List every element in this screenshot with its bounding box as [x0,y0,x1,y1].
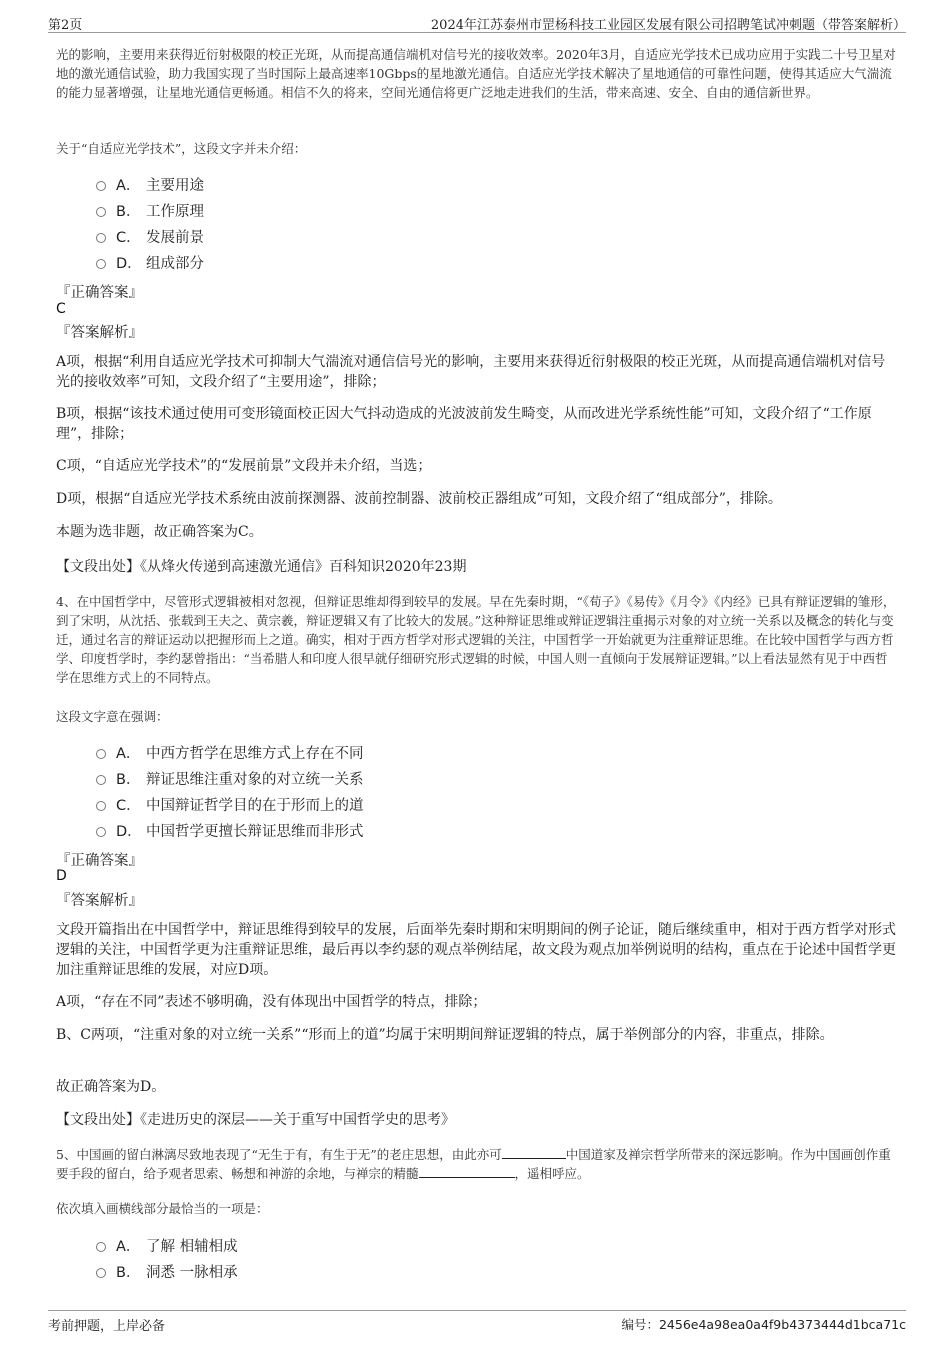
q4-conclusion: 故正确答案为D。 [56,1079,166,1095]
radio-icon[interactable] [96,1268,106,1278]
page-footer [48,1310,906,1335]
q3-option-a[interactable]: A． 主要用途 [96,174,204,194]
q4-option-b[interactable]: B． 辩证思维注重对象的对立统一关系 [96,768,364,788]
q3-answer-label: 『正确答案』 [56,285,143,301]
q4-answer-label: 『正确答案』 [56,853,143,869]
q4-passage: 4、在中国哲学中，尽管形式逻辑被相对忽视，但辩证思维却得到较早的发展。早在先秦时期，“《荀子》《易传》《月令》《内经》已具有辩证逻辑的雏形，到了宋明，从沈括、张载到王夫之、黄宗羲，辩证逻辑又有了比较大的发展。”这种辩证思维或辩证逻辑注重揭示对象的对立统一关系以及概念的转化与变迁，通过名言的辩证运动以把握形而上之道。确实，相对于西方哲学对形式逻辑的关注，中国哲学一开始就更为注重辩证思维。在比较中国哲学与西方哲学、印度哲学时，李约瑟曾指出：“当希腊人和印度人很早就仔细研究形式逻辑的时候，中国人则一直倾向于发展辩证逻辑。”以上看法显然有见于中西哲学在思维方式上的不同特点。 [56,594,896,685]
q5-option-b[interactable]: B． 洞悉 一脉相承 [96,1261,238,1281]
q3-option-c[interactable]: C． 发展前景 [96,226,204,246]
radio-icon[interactable] [96,801,106,811]
q4-analysis-label: 『答案解析』 [56,893,143,909]
q3-analysis-d: D项，根据“自适应光学技术系统由波前探测器、波前控制器、波前校正器组成”可知，文段介绍了“组成部分”，排除。 [56,491,782,507]
radio-icon[interactable] [96,1242,106,1252]
q3-option-b[interactable]: B． 工作原理 [96,200,204,220]
q5-question: 依次填入画横线部分最恰当的一项是： [56,1201,269,1216]
q3-answer: C [56,301,66,317]
q4-analysis-a: A项，“存在不同”表述不够明确，没有体现出中国哲学的特点，排除； [56,994,487,1010]
q3-analysis-b: B项，根据“该技术通过使用可变形镜面校正因大气抖动造成的光波波前发生畸变，从而改进光学系统性能”可知，文段介绍了“工作原理”，排除； [56,406,872,442]
q4-option-c[interactable]: C． 中国辩证哲学目的在于形而上的道 [96,794,364,814]
blank-1 [502,1146,566,1159]
radio-icon[interactable] [96,775,106,785]
q4-analysis-main: 文段开篇指出在中国哲学中，辩证思维得到较早的发展，后面举先秦时期和宋明期间的例子论证，随后继续重申，相对于西方哲学对形式逻辑的关注，中国哲学更为注重辩证思维，最后再以李约瑟的观点举例结尾，故文段为观点加举例说明的结构，重点在于论述中国哲学更加注重辩证思维的发展，对应D项。 [56,922,896,978]
radio-icon[interactable] [96,259,106,269]
q3-source: 【文段出处】《从烽火传递到高速激光通信》百科知识2020年23期 [56,559,467,575]
radio-icon[interactable] [96,749,106,759]
blank-2 [419,1165,515,1178]
document-title: 2024年江苏泰州市罡杨科技工业园区发展有限公司招聘笔试冲刺题（带答案解析） [430,18,906,33]
page-number: 第2页 [48,18,83,33]
footer-slogan: 考前押题，上岸必备 [48,1319,166,1334]
radio-icon[interactable] [96,207,106,217]
q4-option-d[interactable]: D． 中国哲学更擅长辩证思维而非形式 [96,820,364,840]
q4-question: 这段文字意在强调： [56,709,169,724]
page-header [48,12,906,33]
radio-icon[interactable] [96,181,106,191]
q4-source: 【文段出处】《走进历史的深层——关于重写中国哲学史的思考》 [56,1112,455,1128]
q5-option-a[interactable]: A． 了解 相辅相成 [96,1235,238,1255]
radio-icon[interactable] [96,233,106,243]
q5-passage: 5、中国画的留白淋漓尽致地表现了“无生于有，有生于无”的老庄思想，由此亦可 中国道家及禅宗哲学所带来的深远影响。作为中国画创作重要手段的留白，给予观者思索、畅想和神游的余地，与禅宗的精髓 ，遥相呼应。 [56,1147,891,1181]
q3-option-d[interactable]: D． 组成部分 [96,252,204,272]
radio-icon[interactable] [96,827,106,837]
q4-option-a[interactable]: A． 中西方哲学在思维方式上存在不同 [96,742,364,762]
q4-analysis-bc: B、C两项，“注重对象的对立统一关系”“形而上的道”均属于宋明期间辩证逻辑的特点，属于举例部分的内容，非重点，排除。 [56,1027,834,1043]
q4-answer: D [56,868,67,884]
q3-analysis-label: 『答案解析』 [56,325,143,341]
document-id: 编号：2456e4a98ea0a4f9b4373444d1bca71c [621,1317,906,1332]
q3-analysis-c: C项，“自适应光学技术”的“发展前景”文段并未介绍，当选； [56,458,432,474]
q3-analysis-a: A项，根据“利用自适应光学技术可抑制大气湍流对通信信号光的影响，主要用来获得近衍射极限的校正光斑，从而提高通信端机对信号光的接收效率”可知，文段介绍了“主要用途”，排除； [56,354,886,390]
q3-question: 关于“自适应光学技术”，这段文字并未介绍： [56,141,307,156]
q3-conclusion: 本题为选非题，故正确答案为C。 [56,524,263,540]
q3-passage: 光的影响，主要用来获得近衍射极限的校正光斑，从而提高通信端机对信号光的接收效率。2020年3月，自适应光学技术已成功应用于实践二十号卫星对地的激光通信试验，助力我国实现了当时国际上最高速率10Gbps的星地激光通信。自适应光学技术解决了星地通信的可靠性问题，使得其适应大气湍流的能力显著增强，让星地光通信更畅通。相信不久的将来，空间光通信将更广泛地走进我们的生活，带来高速、安全、自由的通信新世界。 [56,47,896,100]
